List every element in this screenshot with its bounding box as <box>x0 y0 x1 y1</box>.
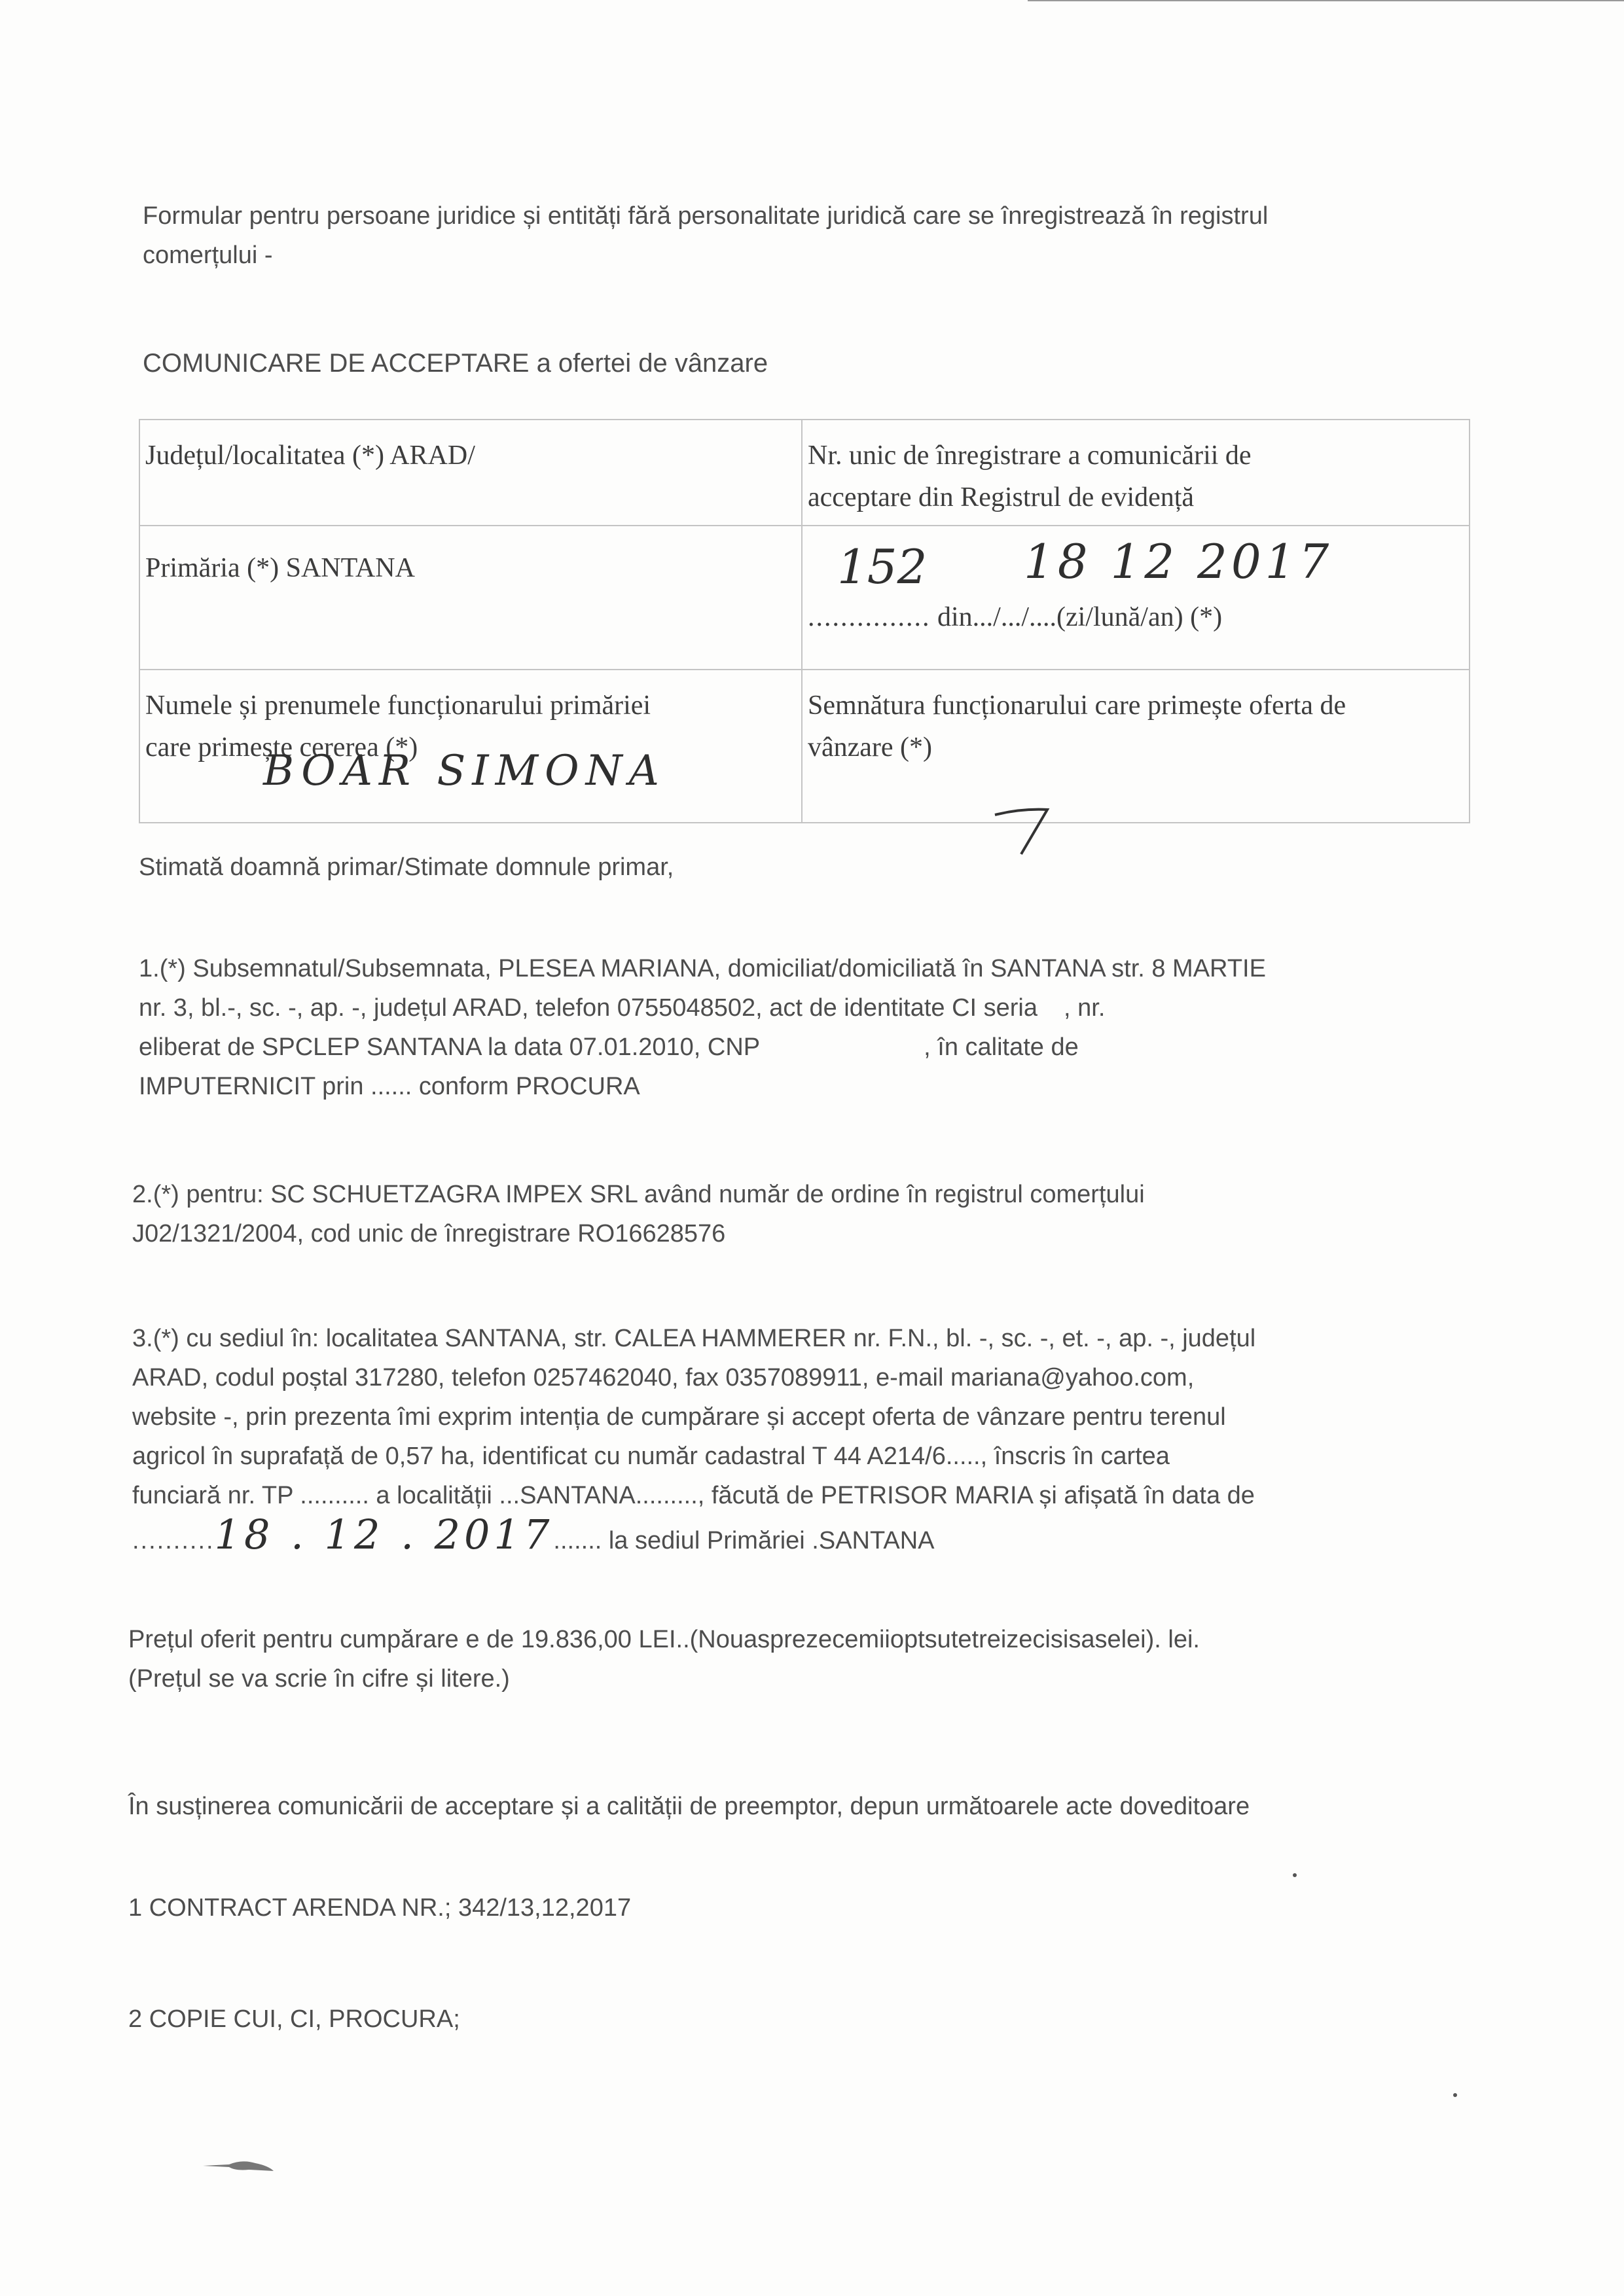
county-label: Județul/localitatea (*) ARAD/ <box>145 440 475 471</box>
scan-speck <box>1293 1873 1297 1877</box>
applicant-paragraph <box>139 949 1468 1106</box>
applicant-line-2 <box>139 988 1468 1028</box>
price-note: (Prețul se va scrie în cifre și litere.) <box>128 1665 510 1693</box>
form-intro-line-2: comerțului - <box>143 242 273 269</box>
posting-date-dots: .......... <box>132 1527 215 1554</box>
applicant-line-3 <box>139 1028 1468 1067</box>
form-intro-line-1: Formular pentru persoane juridice și entități fără personalitate juridică care se înregistrează în registrul <box>143 202 1269 230</box>
headquarters-line-5: funciară nr. TP .......... a localității ...SANTANA........., făcută de PETRISOR MARIA și afișată în data de <box>132 1482 1255 1509</box>
company-paragraph <box>132 1175 1461 1253</box>
headquarters-line-2: ARAD, codul poștal 317280, telefon 0257462040, fax 0357089911, e-mail mariana@yahoo.com, <box>132 1364 1195 1391</box>
posting-location: ....... la sediul Primăriei .SANTANA <box>553 1527 935 1554</box>
company-line-1: 2.(*) pentru: SC SCHUETZAGRA IMPEX SRL având număr de ordine în registrul comerțului <box>132 1181 1145 1208</box>
headquarters-line-4: agricol în suprafață de 0,57 ha, identificat cu număr cadastral T 44 A214/6....., înscris în cartea <box>132 1443 1170 1470</box>
applicant-line-4: IMPUTERNICIT prin ...... conform PROCURA <box>139 1073 640 1100</box>
redacted-id-series <box>1038 996 1064 1016</box>
applicant-line-3-text: eliberat de SPCLEP SANTANA la data 07.01.2010, CNP <box>139 1033 761 1061</box>
applicant-line-2-text: nr. 3, bl.-, sc. -, ap. -, județul ARAD, telefon 0755048502, act de identitate CI seria <box>139 994 1038 1022</box>
ink-smudge-mark <box>203 2157 275 2174</box>
applicant-line-1: 1.(*) Subsemnatul/Subsemnata, PLESEA MARIANA, domiciliat/domiciliată în SANTANA str. 8 MARTIE <box>139 955 1266 982</box>
registration-label-line-2: acceptare din Registrul de evidență <box>808 482 1195 512</box>
headquarters-line-6 <box>132 1511 1468 1560</box>
redacted-cnp <box>760 1035 924 1055</box>
scan-speck <box>1453 2093 1457 2097</box>
price-paragraph <box>128 1620 1464 1698</box>
registration-number-label-cell <box>802 420 1470 526</box>
registration-number-cell <box>802 526 1470 670</box>
applicant-line-3-capacity: , în calitate de <box>924 1033 1079 1061</box>
table-row <box>139 526 1470 670</box>
scan-edge-line <box>1028 0 1624 1</box>
registration-date-format: .../.../....(zi/lună/an) (*) <box>972 602 1223 632</box>
registration-table <box>139 419 1470 823</box>
signature-label-line-1: Semnătura funcționarului care primește oferta de <box>808 691 1346 721</box>
handwritten-official-name: BOAR SIMONA <box>263 747 666 795</box>
official-name-label-line-1: Numele și prenumele funcționarului primăriei <box>145 691 651 721</box>
applicant-line-2-nr: , nr. <box>1064 994 1106 1022</box>
registration-label-line-1: Nr. unic de înregistrare a comunicării de <box>808 440 1252 471</box>
official-name-cell <box>139 670 802 823</box>
registration-din: din <box>937 602 973 632</box>
salutation: Stimată doamnă primar/Stimate domnule primar, <box>139 853 674 881</box>
handwritten-registration-number: 152 <box>837 539 928 594</box>
supporting-document-1: 1 CONTRACT ARENDA NR.; 342/13,12,2017 <box>128 1894 632 1922</box>
headquarters-line-1: 3.(*) cu sediul în: localitatea SANTANA, str. CALEA HAMMERER nr. F.N., bl. -, sc. -, et. -, ap. -, județul <box>132 1325 1256 1352</box>
headquarters-line-3: website -, prin prezenta îmi exprim intenția de cumpărare și accept oferta de vânzare pentru terenul <box>132 1403 1226 1431</box>
headquarters-paragraph <box>132 1319 1468 1560</box>
official-name-label-line-2: care primește cererea (*) <box>145 732 418 762</box>
handwritten-posting-date: 18 . 12 . 2017 <box>214 1511 554 1558</box>
town-hall-label: Primăria (*) SANTANA <box>145 553 415 583</box>
official-signature-mark <box>982 802 1060 861</box>
supporting-documents-intro: În susținerea comunicării de acceptare și a calității de preemptor, depun următoarele acte doveditoare <box>128 1793 1250 1820</box>
signature-label-line-2: vânzare (*) <box>808 732 933 762</box>
county-cell <box>139 420 802 526</box>
signature-cell <box>802 670 1470 823</box>
supporting-document-2: 2 COPIE CUI, CI, PROCURA; <box>128 2005 460 2033</box>
form-intro <box>143 196 1465 275</box>
price-line: Prețul oferit pentru cumpărare e de 19.836,00 LEI..(Nouasprezecemiioptsutetreizecisisaselei). lei. <box>128 1626 1200 1653</box>
document-title: COMUNICARE DE ACCEPTARE a ofertei de vânzare <box>143 349 768 378</box>
handwritten-registration-date: 18 12 2017 <box>1024 534 1333 589</box>
town-hall-cell <box>139 526 802 670</box>
table-row <box>139 670 1470 823</box>
company-line-2: J02/1321/2004, cod unic de înregistrare RO16628576 <box>132 1220 726 1247</box>
registration-dots: ............... <box>808 602 931 632</box>
table-row <box>139 420 1470 526</box>
